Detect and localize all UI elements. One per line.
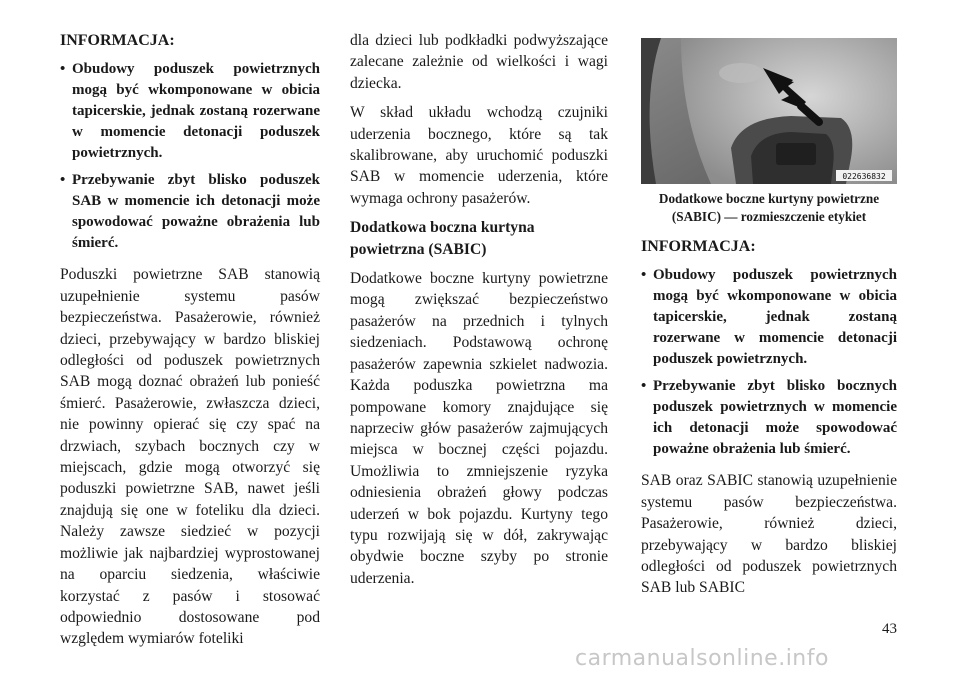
- page-number: 43: [882, 621, 897, 637]
- section-heading: Dodatkowa boczna kurtyna powietrzna (SABIC): [350, 219, 535, 258]
- right-column: [641, 38, 897, 607]
- figure-caption: Dodatkowe boczne kurtyny powietrzne (SABIC) — rozmieszczenie etykiet: [658, 191, 880, 224]
- sabic-label-photo: [641, 38, 897, 184]
- info-bullet: • Przebywanie zbyt blisko poduszek SAB w momencie ich detonacji może spowodować poważne obrażenia lub śmierć.: [60, 172, 320, 252]
- info-heading: INFORMACJA:: [60, 32, 175, 49]
- bullet-dot-icon: •: [60, 172, 66, 189]
- body-paragraph: dla dzieci lub podkładki podwyższające zalecane zależnie od wielkości i wagi dziecka.: [350, 32, 608, 92]
- info-heading: INFORMACJA:: [641, 238, 756, 255]
- figure-code: 022636832: [842, 172, 886, 181]
- info-bullets: [60, 59, 320, 254]
- info-bullets: [641, 265, 897, 460]
- body-paragraph: Dodatkowe boczne kurtyny powietrzne mogą zwiększać bezpieczeństwo pasażerów na przednich i tylnych siedzeniach. Podstawową ochronę pasażerów zapewnia szkielet nadwozia. Każda poduszka powietrzna ma pompowane komory znajdujące się naprzeciw głów pasażerów zajmujących miejsca w bocznej części pojazdu. Umożliwia to zmniejszenie ryzyka odniesienia obrażeń głowy podczas uderzeń w bok pojazdu. Kurtyny tego typu rozwijają się w dół, zakrywając obydwie boczne szyby po stronie uderzenia.: [350, 270, 608, 587]
- bullet-dot-icon: •: [641, 267, 647, 284]
- body-paragraph: SAB oraz SABIC stanowią uzupełnienie systemu pasów bezpieczeństwa. Pasażerowie, również dzieci, przebywający w bardzo bliskiej odległości od poduszek powietrznych SAB lub SABIC: [641, 472, 897, 597]
- info-bullet: • Przebywanie zbyt blisko bocznych poduszek powietrznych w momencie ich detonacji może spowodować poważne obrażenia lub śmierć.: [641, 378, 897, 458]
- body-paragraph: W skład układu wchodzą czujniki uderzenia bocznego, które są tak skalibrowane, aby uruchomić poduszki SAB w momencie uderzenia, które wymaga ochrony pasażerów.: [350, 104, 608, 207]
- bullet-dot-icon: •: [60, 61, 66, 78]
- left-column: [60, 30, 320, 658]
- info-bullet: • Obudowy poduszek powietrznych mogą być wkomponowane w obicia tapicerskie, jednak zostaną rozerwane w momencie detonacji poduszek powietrznych.: [60, 61, 320, 162]
- watermark: carmanualsonline.info: [575, 646, 829, 671]
- info-bullet: • Obudowy poduszek powietrznych mogą być wkomponowane w obicia tapicerskie, jednak zostaną rozerwane w momencie detonacji poduszek powietrznych.: [641, 267, 897, 368]
- middle-column: [350, 30, 608, 597]
- sabic-label-illustration: [641, 38, 897, 184]
- body-paragraph: Poduszki powietrzne SAB stanowią uzupełnienie systemu pasów bezpieczeństwa. Pasażerowie, również dzieci, przebywający w bardzo bliskiej odległości od poduszek powietrznych SAB mogą doznać obrażeń lub ponieść śmierć. Pasażerowie, zwłaszcza dzieci, nie powinny opierać się czy spać na drzwiach, szybach bocznych czy w miejscach, gdzie mogą otworzyć się poduszki powietrzne SAB, nawet jeśli znajdują się one w foteliku dla dzieci. Należy zawsze siedzieć w pozycji możliwie jak najbardziej wyprostowanej na oparciu siedzenia, właściwie korzystać z pasów i stosować odpowiednio dostosowane pod względem wymiarów foteliki: [60, 266, 320, 648]
- bullet-dot-icon: •: [641, 378, 647, 395]
